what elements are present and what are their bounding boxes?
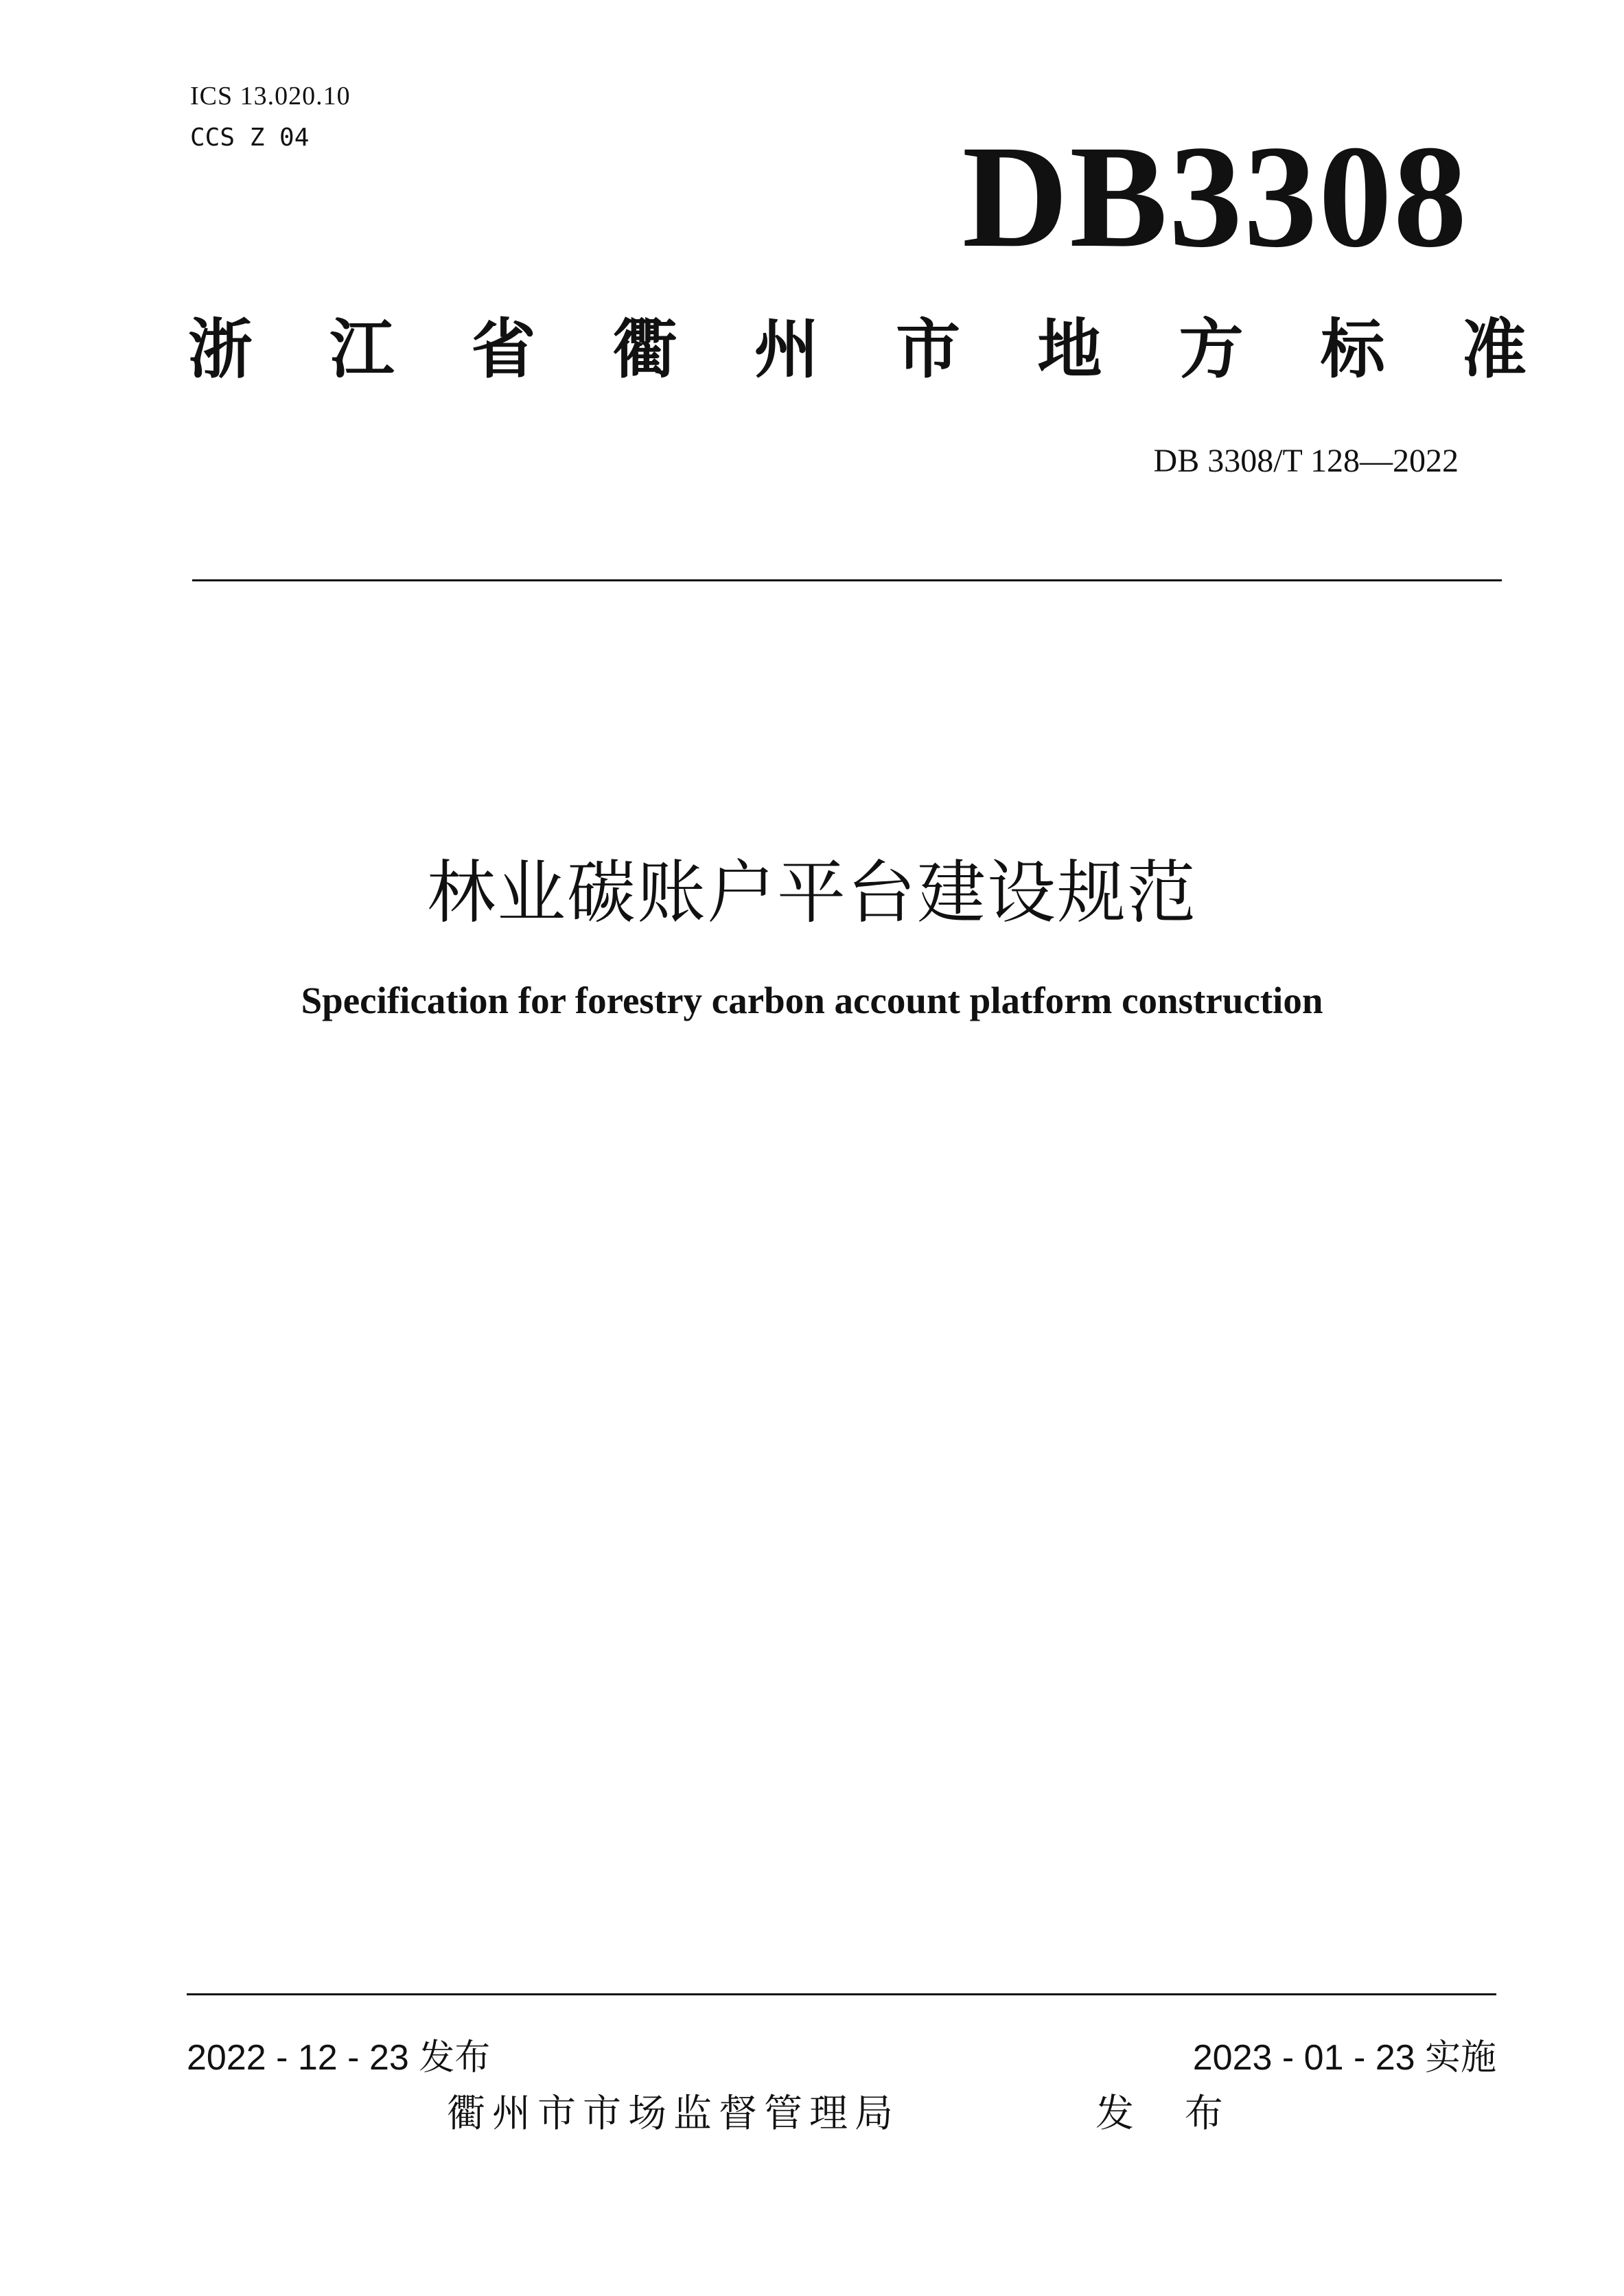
category-char: 衢 [612,312,677,387]
standard-code-logo: DB3308 [962,115,1468,278]
standard-category [188,312,1527,387]
category-char: 江 [329,312,395,387]
issue-date: 2022 - 12 - 23 发布 [187,2038,491,2078]
category-char: 市 [896,312,961,387]
title-chinese: 林业碳账户平台建设规范 [427,853,1197,933]
category-char: 浙 [188,312,253,387]
top-divider [192,579,1502,581]
category-char: 标 [1320,312,1385,387]
category-char: 准 [1461,312,1527,387]
category-char: 州 [754,312,819,387]
issue-label: 发 布 [1095,2091,1242,2136]
category-char: 省 [471,312,536,387]
title-english: Specification for forestry carbon account platform construction [301,979,1323,1021]
bottom-divider [187,1993,1496,1995]
category-char: 地 [1037,312,1102,387]
ccs-code: CCS Z 04 [190,124,310,152]
issuing-authority: 衢州市市场监督管理局 [447,2091,900,2136]
standard-number: DB 3308/T 128—2022 [1153,443,1459,479]
category-char: 方 [1179,312,1244,387]
implementation-date: 2023 - 01 - 23 实施 [1192,2038,1496,2078]
ics-code: ICS 13.020.10 [190,82,351,111]
